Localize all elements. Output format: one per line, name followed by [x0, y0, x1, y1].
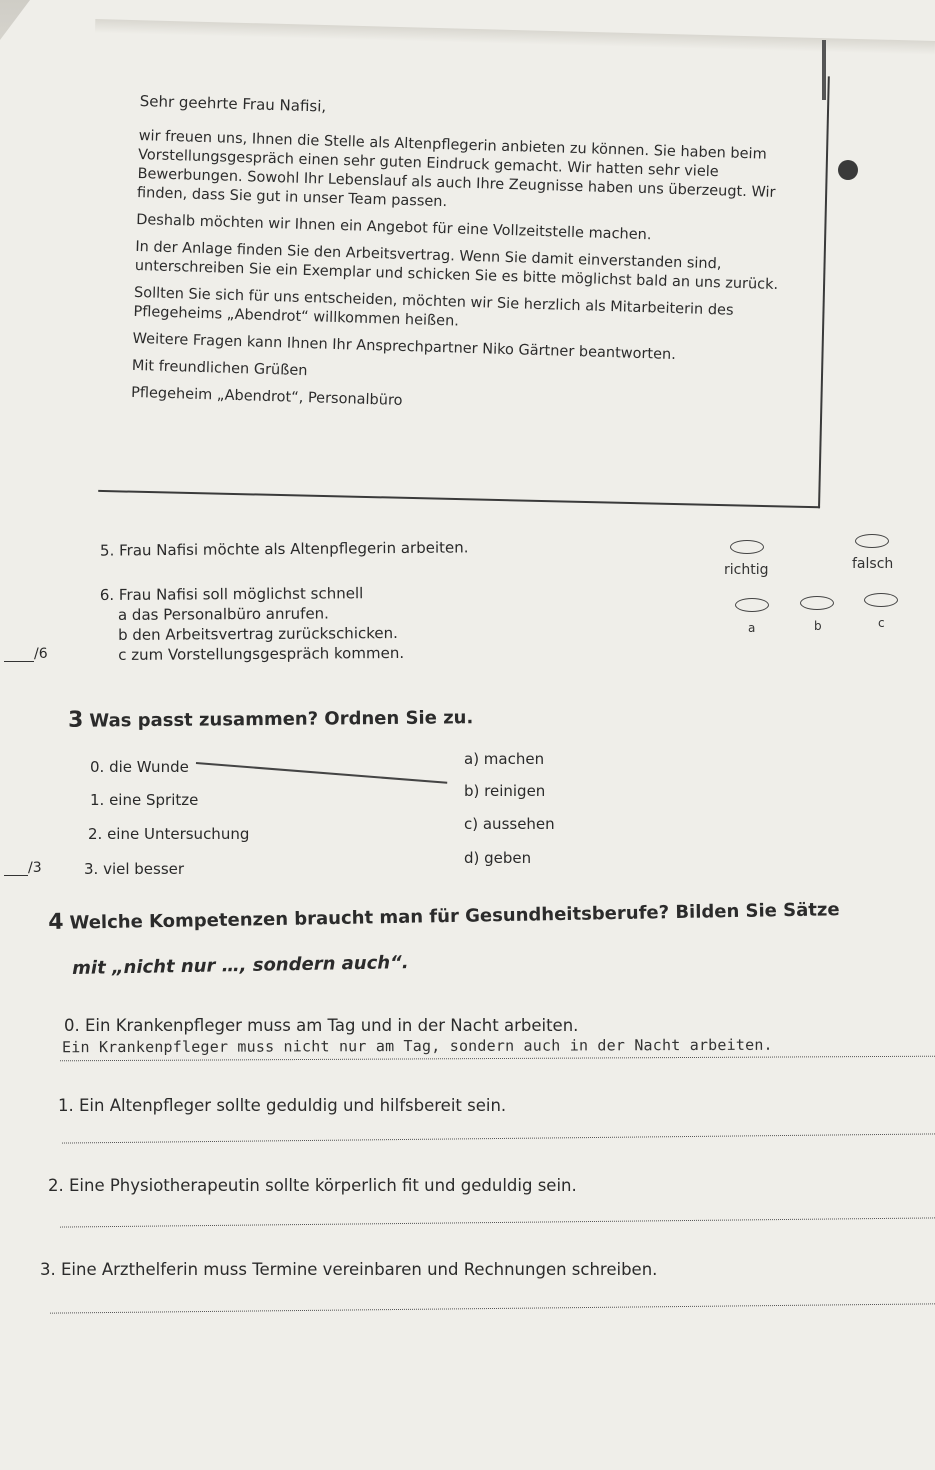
question-6-option-a: a das Personalbüro anrufen. [117, 604, 329, 624]
question-6-option-c: c zum Vorstellungsgespräch kommen. [118, 643, 405, 664]
score-3: /3 [4, 860, 42, 876]
falsch-checkbox[interactable] [855, 534, 889, 548]
falsch-label: falsch [852, 556, 894, 572]
question-6-option-b: b den Arbeitsvertrag zurückschicken. [118, 623, 398, 644]
task-4-title-line-1: Welche Kompetenzen braucht man für Gesundheitsberufe? Bilden Sie Sätze [69, 899, 840, 934]
example-answer: Ein Krankenpfleger muss nicht nur am Tag, sondern auch in der Nacht arbeiten. [61, 1035, 773, 1057]
letter-paragraph-3: In der Anlage finden Sie den Arbeitsvertrag. Wenn Sie damit einverstanden sind, unterschreiben Sie ein Exemplar und schicken Sie es bitte möglichst bald an uns zurück. [134, 238, 779, 294]
letter [131, 92, 820, 431]
task-3-title: Was passt zusammen? Ordnen Sie zu. [89, 707, 474, 732]
richtig-label: richtig [724, 562, 769, 578]
letter-sender: Pflegeheim „Abendrot“, Personalbüro [130, 384, 403, 409]
score-6: /6 [4, 646, 48, 662]
example-sentence: 0. Ein Krankenpfleger muss am Tag und in der Nacht arbeiten. [64, 1016, 579, 1035]
sentence-2: 2. Eine Physiotherapeutin sollte körperlich fit und geduldig sein. [48, 1176, 577, 1195]
match-right-c: c) aussehen [464, 815, 555, 833]
match-left-3: 3. viel besser [84, 860, 185, 878]
option-b-label: b [814, 619, 822, 633]
match-left-2: 2. eine Untersuchung [88, 825, 250, 843]
task-4-number: 4 [48, 909, 64, 935]
score-blank [4, 661, 34, 662]
letter-paragraph-1: wir freuen uns, Ihnen die Stelle als Altenpflegerin anbieten zu können. Sie haben beim Vorstellungsgespräch einen sehr guten Eindruck gemacht. Wir hatten sehr viele Bewerbungen. Sowohl Ihr Lebenslauf als auch Ihre Zeugnisse haben uns überzeugt. Wir finden, dass Sie gut in unser Team passen. [136, 127, 776, 211]
option-b-checkbox[interactable] [800, 596, 834, 610]
letter-closing: Mit freundlichen Grüßen [131, 357, 308, 380]
question-6-stem: 6. Frau Nafisi soll möglichst schnell [99, 584, 364, 605]
letter-paragraph-2: Deshalb möchten wir Ihnen ein Angebot für eine Vollzeitstelle machen. [135, 211, 652, 244]
question-6 [100, 584, 404, 664]
sentence-1: 1. Ein Altenpfleger sollte geduldig und hilfsbereit sein. [58, 1096, 507, 1115]
letter-greeting: Sehr geehrte Frau Nafisi, [139, 92, 327, 116]
richtig-checkbox[interactable] [730, 540, 764, 554]
sentence-3: 3. Eine Arzthelferin muss Termine vereinbaren und Rechnungen schreiben. [40, 1260, 658, 1279]
match-left-1: 1. eine Spritze [90, 791, 199, 809]
task-4-title-line-2: mit „nicht nur …, sondern auch“. [72, 952, 409, 979]
letter-paragraph-4: Sollten Sie sich für uns entscheiden, möchten wir Sie herzlich als Mitarbeiterin des Pflegeheims „Abendrot“ willkommen heißen. [133, 284, 734, 330]
option-a-label: a [748, 621, 756, 635]
letter-paragraph-5: Weitere Fragen kann Ihnen Ihr Ansprechpartner Niko Gärtner beantworten. [132, 330, 677, 364]
section-badge [838, 160, 858, 180]
score-blank [4, 875, 28, 876]
match-right-a: a) machen [464, 750, 545, 768]
match-right-d: d) geben [464, 849, 532, 867]
option-c-label: c [878, 616, 885, 630]
task-3-heading [68, 704, 473, 733]
match-right-b: b) reinigen [464, 782, 546, 800]
option-a-checkbox[interactable] [735, 598, 769, 612]
match-left-0: 0. die Wunde [90, 758, 189, 776]
question-5: 5. Frau Nafisi möchte als Altenpflegerin arbeiten. [99, 538, 469, 560]
task-3-number: 3 [67, 707, 84, 733]
option-c-checkbox[interactable] [864, 593, 898, 607]
